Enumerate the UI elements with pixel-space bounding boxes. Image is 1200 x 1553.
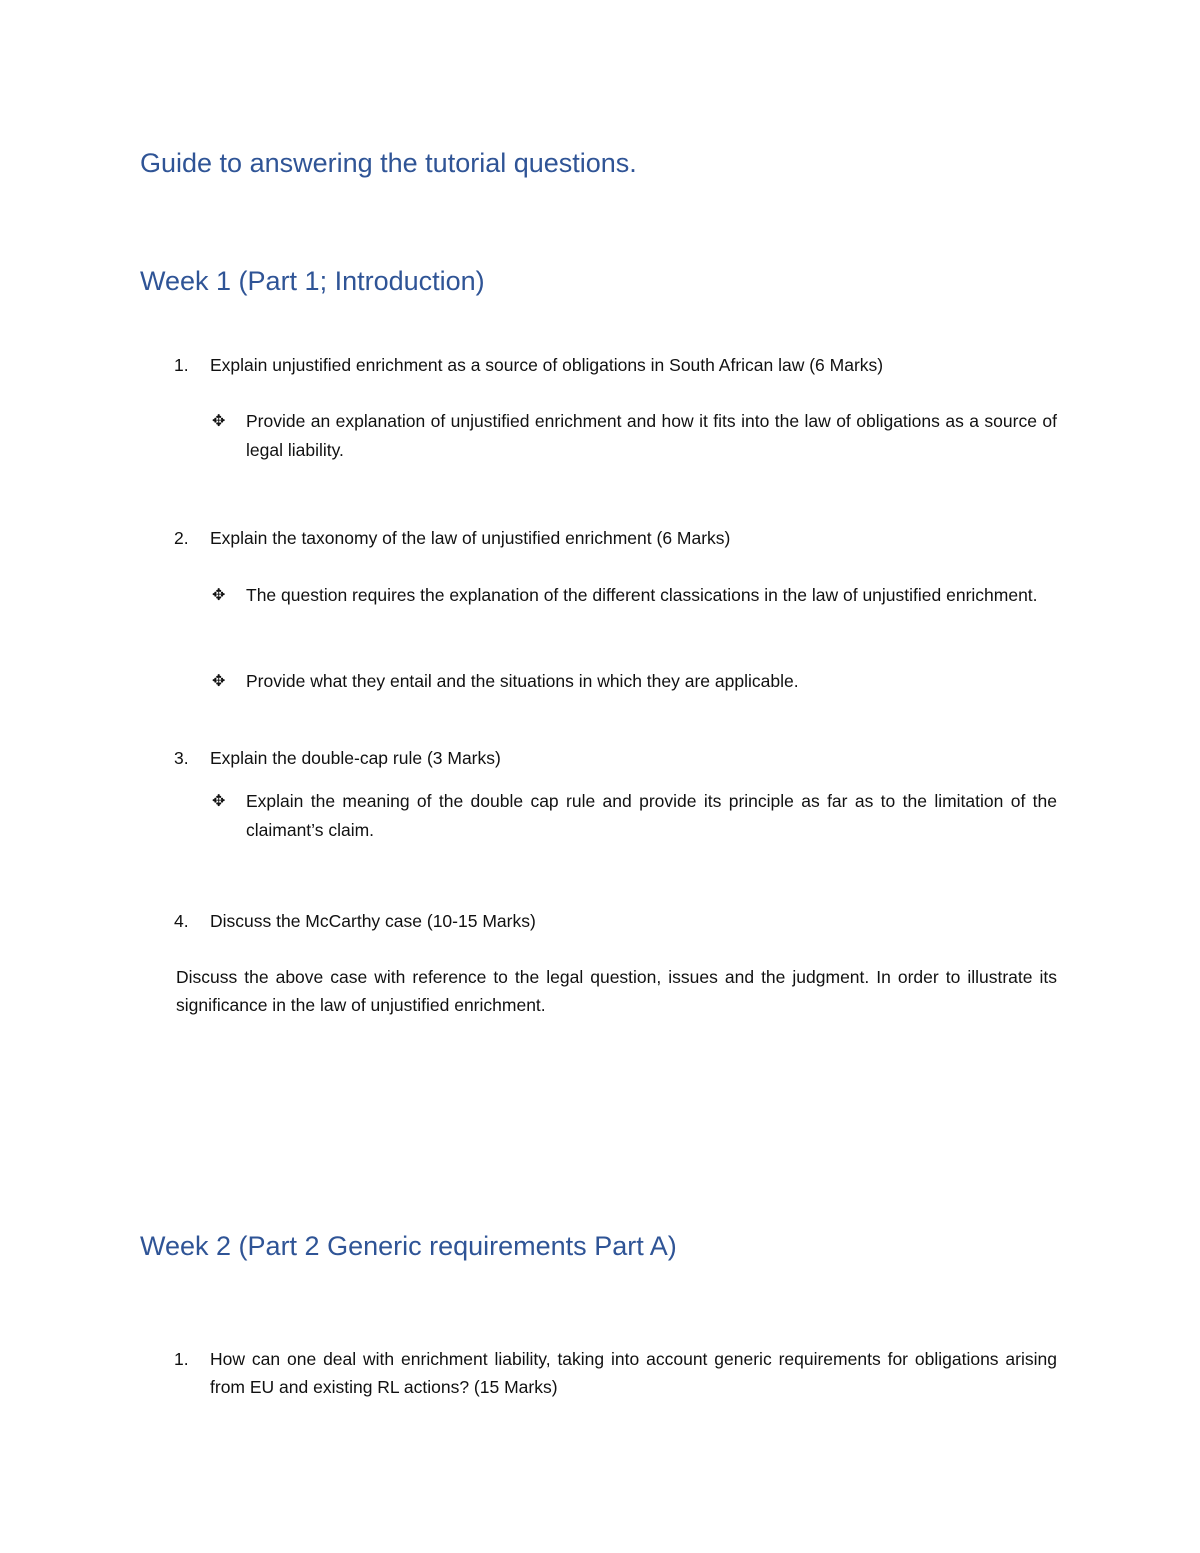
question-2 [174, 524, 1057, 552]
guidance-item [212, 667, 1057, 696]
question-number: 1. [174, 355, 189, 375]
question-1 [174, 351, 1057, 379]
diamond-bullet-icon: ✥ [212, 413, 226, 430]
week2-question-1 [174, 1345, 1057, 1401]
guidance-item [212, 787, 1057, 845]
discussion-paragraph: Discuss the above case with reference to the legal question, issues and the judgment. In order to illustrate its significance in the law of unjustified enrichment. [176, 967, 1057, 1015]
guidance-text: Provide what they entail and the situations in which they are applicable. [246, 671, 799, 691]
question-text: Explain the double-cap rule (3 Marks) [210, 748, 501, 768]
guidance-text: The question requires the explanation of the different classications in the law of unjustified enrichment. [246, 585, 1038, 605]
question-number: 2. [174, 528, 189, 548]
question-text: Discuss the McCarthy case (10-15 Marks) [210, 911, 536, 931]
question-number: 4. [174, 911, 189, 931]
diamond-bullet-icon: ✥ [212, 587, 226, 604]
diamond-bullet-icon: ✥ [212, 793, 226, 810]
diamond-bullet-icon: ✥ [212, 673, 226, 690]
guidance-text: Provide an explanation of unjustified enrichment and how it fits into the law of obligations as a source of legal liability. [246, 411, 1057, 460]
document-title: Guide to answering the tutorial questions. [140, 148, 637, 178]
question-text: Explain unjustified enrichment as a source of obligations in South African law (6 Marks) [210, 355, 884, 375]
guidance-item [212, 407, 1057, 465]
question-number: 1. [174, 1349, 189, 1369]
guidance-text: Explain the meaning of the double cap rule and provide its principle as far as to the limitation of the claimant’s claim. [246, 791, 1057, 840]
week2-heading: Week 2 (Part 2 Generic requirements Part A) [140, 1231, 677, 1261]
guidance-item [212, 581, 1057, 610]
question-text: How can one deal with enrichment liability, taking into account generic requirements for obligations arising from EU and existing RL actions? (15 Marks) [210, 1349, 1057, 1397]
question-4 [174, 907, 1057, 935]
question-text: Explain the taxonomy of the law of unjustified enrichment (6 Marks) [210, 528, 731, 548]
question-3 [174, 744, 1057, 772]
week1-heading: Week 1 (Part 1; Introduction) [140, 266, 485, 296]
question-number: 3. [174, 748, 189, 768]
